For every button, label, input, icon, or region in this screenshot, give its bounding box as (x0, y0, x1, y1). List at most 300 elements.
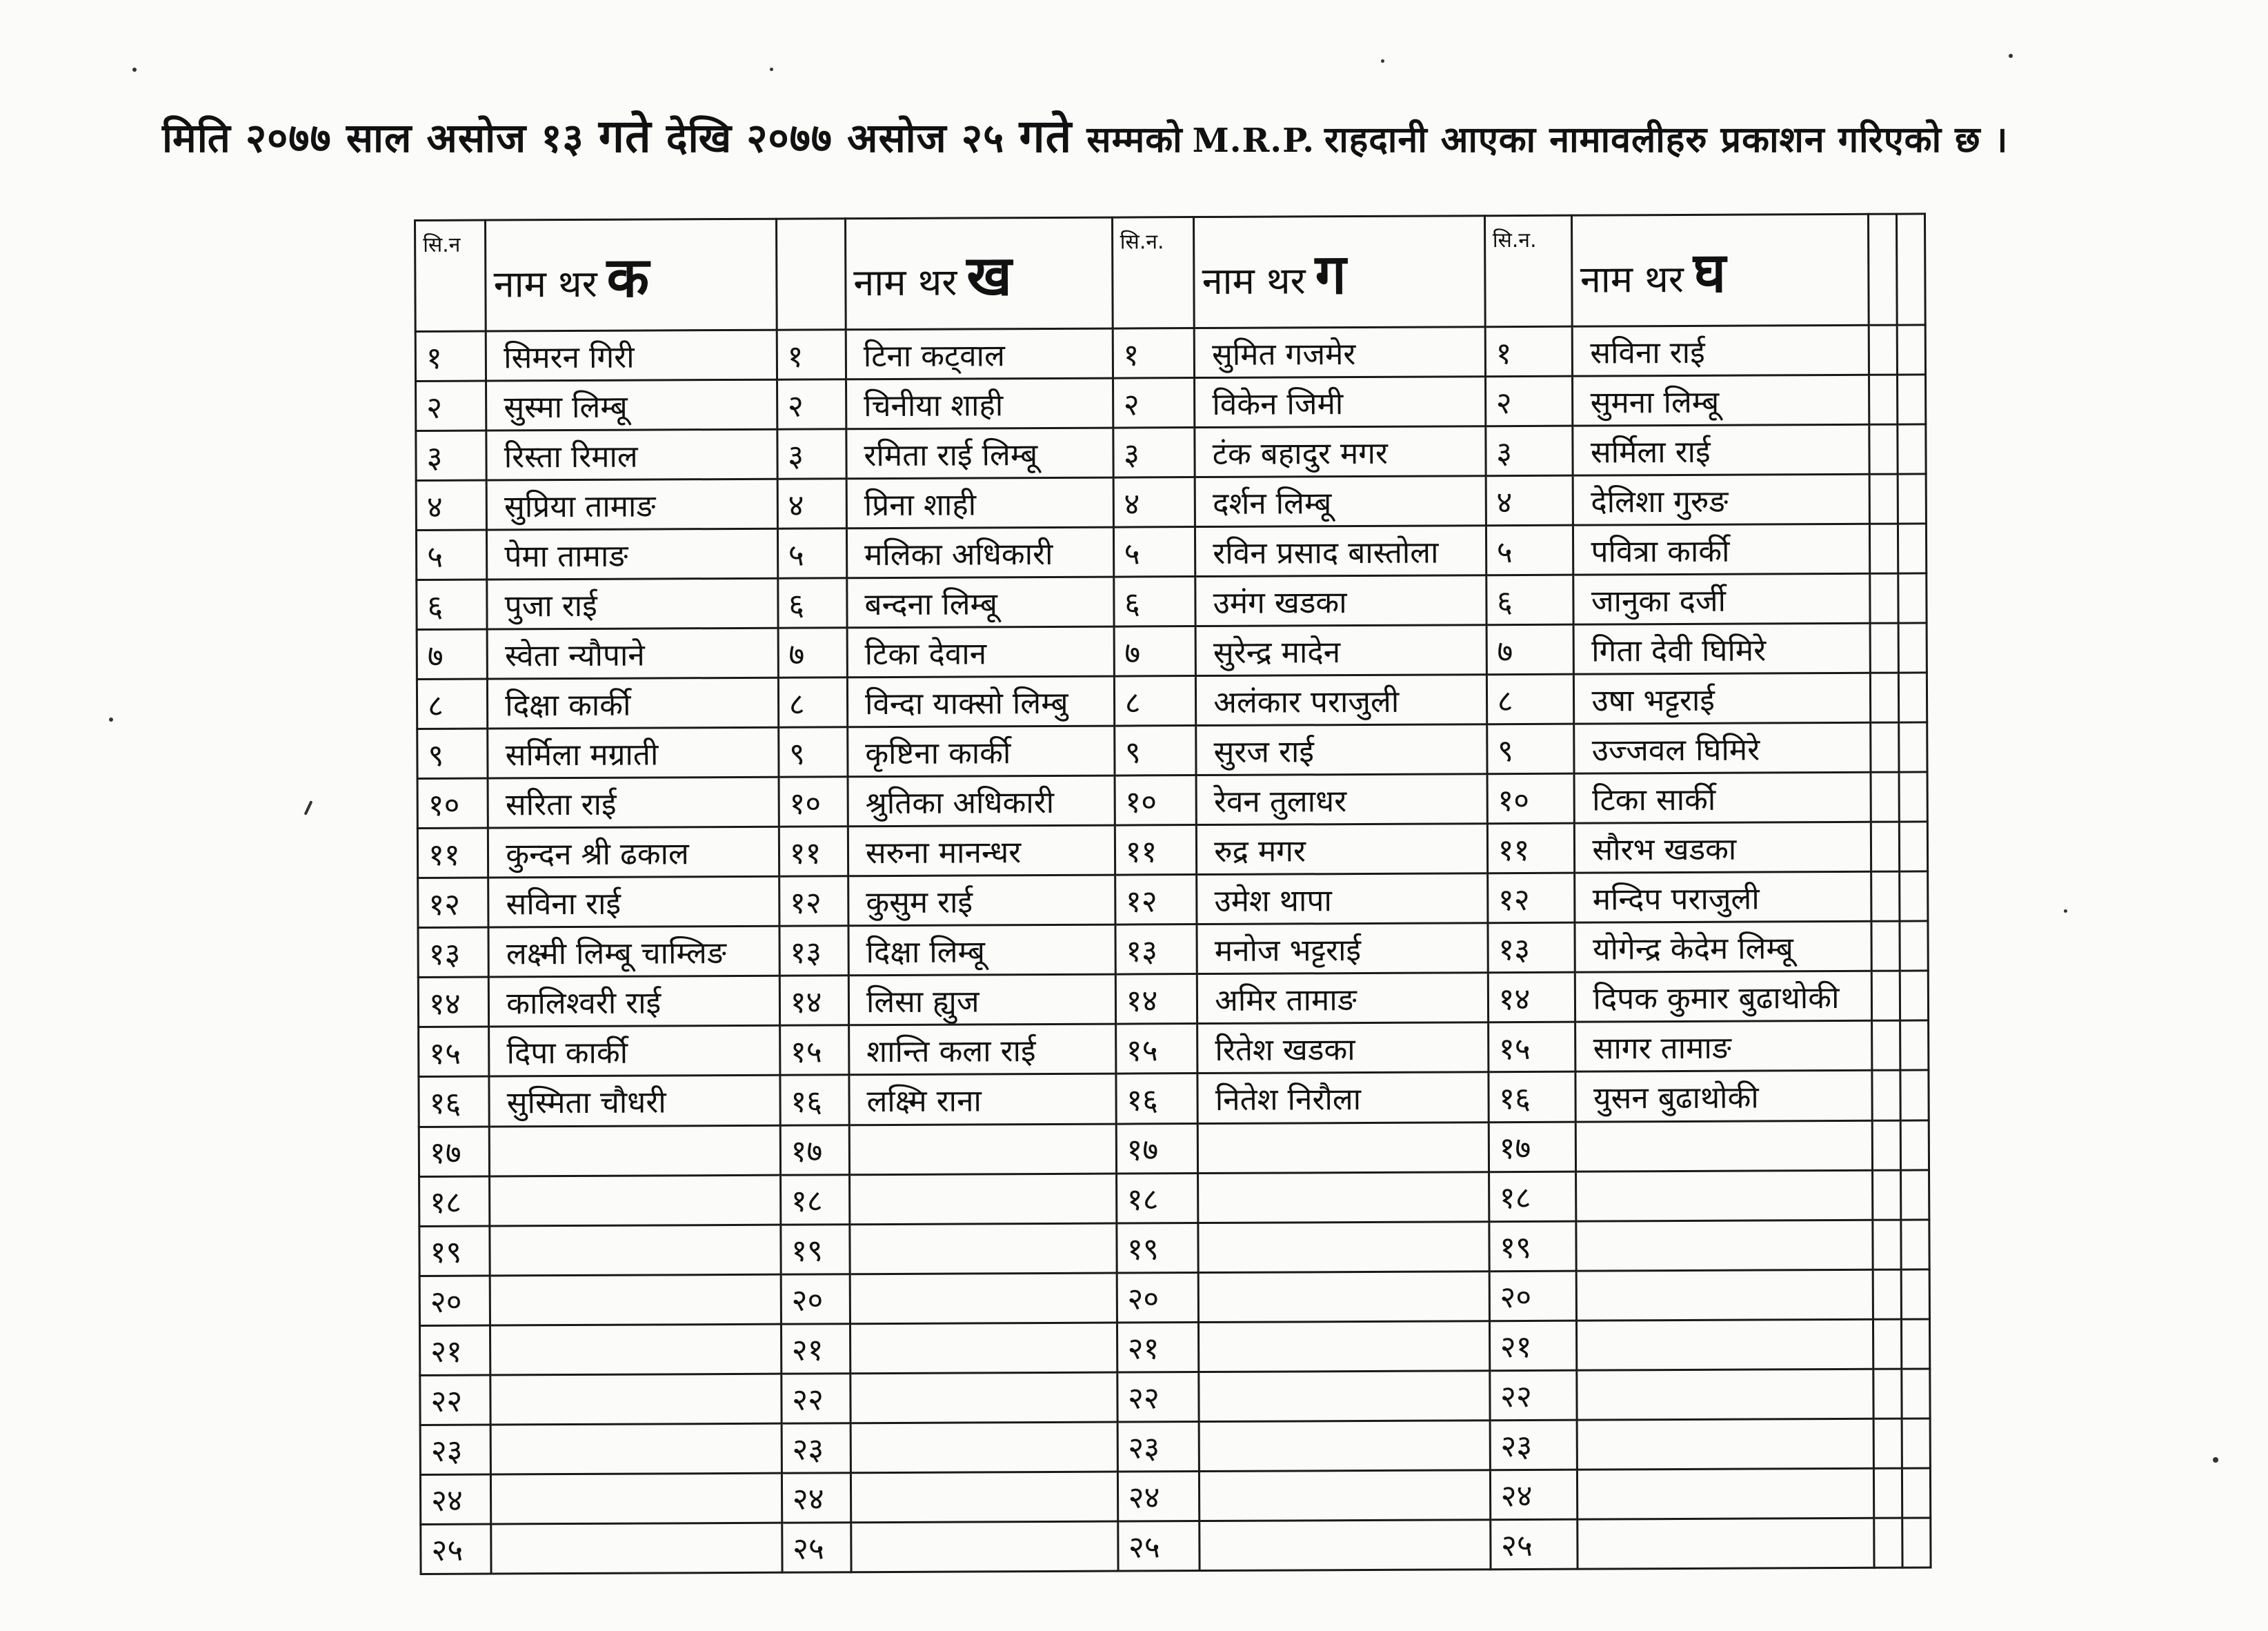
name-cell: दिक्षा लिम्बू (848, 925, 1115, 976)
serial-number-cell: २३ (1117, 1421, 1200, 1472)
serial-number-cell: २१ (419, 1325, 490, 1375)
serial-number-cell: २० (419, 1276, 490, 1325)
col-4-name-header (1572, 214, 1869, 326)
table-row (419, 1269, 1929, 1326)
serial-number-cell: १६ (419, 1077, 490, 1127)
serial-number-cell: ९ (417, 729, 488, 778)
extra-empty-cell (1900, 921, 1928, 971)
extra-empty-cell (1899, 722, 1927, 772)
name-cell (1198, 1221, 1489, 1272)
serial-number-cell: १८ (419, 1176, 490, 1226)
col-4-sn-header: सि.न. (1484, 215, 1573, 327)
name-cell: सर्मिला राई (1573, 424, 1869, 475)
col-1-name-header (486, 219, 777, 331)
name-cell: टंक बहादुर मगर (1195, 426, 1486, 477)
col-3-letter: ग (1315, 241, 1346, 306)
name-cell (1576, 1120, 1873, 1172)
serial-number-cell: २१ (1489, 1321, 1577, 1371)
table-row (419, 1169, 1929, 1226)
extra-empty-cell (1898, 623, 1927, 673)
heading-mrp: M.R.P. (1192, 121, 1315, 160)
serial-number-cell: ५ (416, 530, 487, 580)
name-cell: उषा भट्टराई (1574, 673, 1871, 724)
serial-number-cell: ९ (778, 727, 848, 777)
serial-number-cell: २३ (782, 1423, 851, 1472)
name-cell (850, 1273, 1117, 1324)
serial-number-cell: २० (781, 1274, 850, 1323)
col-1-letter: क (606, 245, 650, 310)
table-row (416, 474, 1926, 531)
name-cell (1198, 1172, 1489, 1223)
serial-number-cell: १२ (1487, 873, 1575, 924)
name-cell: विन्दा याक्सो लिम्बु (847, 676, 1114, 727)
name-cell (1200, 1470, 1491, 1521)
serial-number-cell: ४ (416, 480, 487, 530)
name-cell (490, 1274, 781, 1325)
serial-number-cell: २५ (1490, 1519, 1578, 1570)
serial-number-cell: १५ (1488, 1022, 1575, 1073)
serial-number-cell: २५ (1117, 1521, 1200, 1571)
name-cell: बन्दना लिम्बू (847, 577, 1114, 628)
extra-empty-cell (1873, 1220, 1901, 1269)
serial-number-cell: २ (1113, 378, 1195, 428)
serial-number-cell: २४ (782, 1472, 851, 1522)
name-cell: सुस्मिता चौधरी (489, 1076, 780, 1127)
table-row (417, 722, 1927, 779)
serial-number-cell: १२ (1115, 875, 1197, 925)
serial-number-cell: २२ (1489, 1370, 1577, 1421)
serial-number-cell: २ (777, 379, 846, 429)
name-cell: स्वेता न्यौपाने (487, 628, 778, 679)
table-row (417, 623, 1927, 680)
name-cell: सुमना लिम्बू (1573, 375, 1869, 426)
serial-number-cell: २१ (781, 1323, 850, 1373)
serial-number-cell: १८ (1116, 1173, 1198, 1223)
scan-speck (2213, 1457, 2218, 1463)
name-cell: उज्जवल घिमिरे (1574, 723, 1871, 774)
extra-empty-cell (1871, 971, 1900, 1021)
serial-number-cell: ११ (779, 827, 848, 876)
table-row (419, 1319, 1929, 1376)
serial-number-cell: १७ (1489, 1122, 1576, 1172)
name-cell: सुप्रिया तामाङ (486, 479, 777, 530)
serial-number-cell: २२ (782, 1373, 851, 1423)
extra-empty-cell (1870, 673, 1898, 722)
name-cell: सागर तामाङ (1575, 1021, 1872, 1072)
serial-number-cell: १० (417, 778, 488, 828)
name-cell (1578, 1419, 1874, 1470)
serial-number-cell: १४ (418, 977, 489, 1027)
serial-number-cell: ६ (777, 578, 847, 628)
serial-number-cell: १ (415, 331, 486, 381)
serial-number-cell: १७ (780, 1125, 850, 1174)
name-cell (490, 1175, 781, 1226)
serial-number-cell: ८ (417, 679, 488, 729)
extra-empty-cell (1873, 1468, 1902, 1518)
serial-number-cell: २२ (420, 1375, 491, 1425)
name-cell: नितेश निरौला (1197, 1072, 1489, 1123)
serial-number-cell: १६ (1489, 1072, 1576, 1123)
extra-empty-cell (1873, 1319, 1902, 1369)
name-cell (490, 1423, 782, 1474)
table-row (420, 1468, 1930, 1525)
name-cell: सौरभ खडका (1575, 822, 1871, 873)
name-cell: मलिका अधिकारी (846, 527, 1113, 578)
name-cell: रितेश खडका (1197, 1022, 1489, 1074)
name-cell (1199, 1370, 1490, 1421)
name-cell (1199, 1420, 1490, 1471)
serial-number-cell: १४ (1488, 973, 1575, 1023)
table-row (415, 325, 1925, 382)
name-cell (491, 1523, 782, 1574)
name-cell (850, 1422, 1117, 1473)
extra-empty-cell (1873, 1269, 1901, 1319)
serial-number-cell: ६ (417, 580, 488, 629)
col-2-letter: ख (966, 243, 1012, 308)
name-cell: पुजा राई (487, 578, 778, 629)
heading-part-3: देखि २०७७ असोज २५ (666, 115, 1005, 161)
name-cell (1197, 1122, 1489, 1173)
serial-number-cell: ९ (1114, 726, 1196, 776)
table-row (417, 822, 1927, 878)
name-cell: शान्ति कला राई (849, 1025, 1116, 1076)
name-cell: सुमित गजमेर (1194, 327, 1485, 378)
serial-number-cell: १४ (1115, 974, 1197, 1025)
name-cell: रिस्ता रिमाल (486, 429, 777, 480)
serial-number-cell: ७ (1114, 626, 1196, 677)
table-row (421, 1518, 1931, 1574)
name-cell (850, 1323, 1117, 1374)
serial-number-cell: १ (1485, 326, 1573, 377)
table-header-row (415, 214, 1926, 332)
heading-part-1: मिति २०७७ साल असोज १३ (162, 115, 584, 161)
serial-number-cell: ११ (417, 828, 488, 878)
extra-empty-cell (1870, 623, 1898, 673)
serial-number-cell: ५ (1486, 525, 1573, 575)
table-row (416, 524, 1926, 580)
serial-number-cell: ४ (1486, 475, 1573, 526)
name-cell: उमेश थापा (1197, 873, 1488, 925)
name-cell (850, 1223, 1117, 1274)
serial-number-cell: १३ (418, 927, 489, 977)
serial-number-cell: ४ (1113, 477, 1195, 528)
heading-part-4: गते (1019, 110, 1073, 163)
serial-number-cell: १८ (1489, 1172, 1576, 1222)
name-cell: दिपा कार्की (489, 1026, 780, 1077)
scan-speck (2064, 909, 2067, 913)
name-cell: सुरज राई (1196, 724, 1487, 775)
scan-speck (109, 718, 113, 722)
extra-empty-cell (1870, 524, 1898, 573)
serial-number-cell: २४ (1117, 1471, 1200, 1521)
serial-number-cell: २० (1489, 1271, 1577, 1321)
name-cell: सरुना मानन्धर (848, 825, 1115, 876)
serial-number-cell: १३ (1488, 923, 1575, 973)
table-row (419, 1219, 1929, 1276)
extra-empty-cell (1870, 573, 1898, 623)
col-1-sn-header: सि.न (415, 220, 486, 331)
name-cell: सविना राई (1573, 325, 1869, 376)
serial-number-cell: १६ (780, 1075, 850, 1125)
extra-empty-cell (1901, 1319, 1929, 1369)
name-cell: योगेन्द्र केदेम लिम्बू (1575, 922, 1871, 973)
extra-empty-cell (1874, 1518, 1902, 1568)
table-row (419, 1020, 1929, 1077)
table-row (416, 375, 1926, 431)
name-cell (1578, 1518, 1874, 1569)
serial-number-cell: ८ (778, 678, 848, 727)
serial-number-cell: ७ (778, 628, 848, 678)
table-body (415, 325, 1931, 1574)
serial-number-cell: १७ (1116, 1123, 1198, 1174)
name-cell: मनोज भट्टराई (1197, 923, 1488, 974)
name-cell: टिका देवान (847, 626, 1114, 678)
name-cell: चिनीया शाही (846, 378, 1113, 429)
extra-empty-cell (1902, 1468, 1930, 1518)
name-cell: युसन बुढाथोकी (1575, 1071, 1872, 1122)
name-cell: प्रिना शाही (846, 477, 1113, 528)
name-cell: दिक्षा कार्की (488, 678, 779, 729)
serial-number-cell: १२ (418, 878, 489, 927)
name-cell: रविन प्रसाद बास्तोला (1195, 526, 1486, 577)
serial-number-cell: १२ (779, 876, 848, 926)
name-cell (1199, 1321, 1490, 1372)
name-cell: पेमा तामाङ (487, 528, 778, 580)
name-cell (490, 1225, 781, 1276)
name-cell: सुस्मा लिम्बू (486, 379, 777, 431)
passport-list-table (414, 212, 1932, 1575)
serial-number-cell: १९ (1489, 1221, 1576, 1272)
extra-empty-cell (1869, 375, 1898, 424)
col-1-name-label: नाम थर (493, 261, 597, 306)
serial-number-cell: २५ (421, 1524, 492, 1574)
table-row (417, 673, 1927, 729)
scan-speck (2009, 54, 2013, 58)
name-cell: उमंग खडका (1195, 575, 1486, 626)
extra-empty-cell (1872, 1021, 1900, 1071)
serial-number-cell: १६ (1115, 1074, 1197, 1124)
table-row (417, 573, 1927, 630)
serial-number-cell: २५ (782, 1523, 851, 1573)
name-cell (1198, 1271, 1489, 1322)
serial-number-cell: ७ (417, 629, 488, 679)
col-2-name-header (845, 217, 1112, 330)
heading-part-5: सम्मको (1086, 119, 1183, 161)
extra-empty-cell (1900, 1070, 1929, 1120)
serial-number-cell: १० (1487, 773, 1575, 824)
scan-speck (304, 800, 313, 816)
serial-number-cell: १० (1115, 775, 1197, 826)
serial-number-cell: ८ (1114, 676, 1196, 726)
name-cell: कुसुम राई (848, 875, 1115, 926)
col-4-letter: घ (1693, 240, 1727, 305)
name-cell: विकेन जिमी (1195, 377, 1486, 428)
serial-number-cell: १९ (1116, 1223, 1198, 1273)
extra-empty-cell (1899, 822, 1927, 871)
serial-number-cell: ७ (1486, 624, 1574, 675)
extra-empty-cell (1872, 1071, 1900, 1120)
extra-empty-column (1869, 214, 1898, 325)
extra-empty-cell (1901, 1169, 1929, 1219)
extra-empty-cell (1900, 1120, 1929, 1169)
serial-number-cell: ४ (777, 479, 847, 528)
heading-part-6: राहदानी आएका नामावलीहरु प्रकाशन गरिएको छ । (1324, 119, 2009, 161)
name-cell: सविना राई (488, 877, 779, 928)
name-cell: सुरेन्द्र मादेन (1195, 625, 1486, 676)
serial-number-cell: ३ (1113, 428, 1195, 478)
name-cell: टिना कट्वाल (846, 328, 1113, 379)
extra-empty-cell (1871, 822, 1899, 871)
serial-number-cell: १५ (779, 1025, 849, 1075)
extra-empty-cell (1902, 1419, 1930, 1468)
name-cell (850, 1472, 1117, 1523)
name-cell (849, 1174, 1116, 1225)
name-cell (1576, 1170, 1873, 1221)
name-cell: रेवन तुलाधर (1196, 774, 1487, 825)
extra-empty-cell (1873, 1419, 1902, 1468)
name-cell (491, 1473, 782, 1524)
serial-number-cell: ११ (1487, 823, 1575, 873)
table-row (419, 1070, 1929, 1127)
table-row (418, 971, 1928, 1027)
extra-empty-cell (1873, 1170, 1901, 1220)
serial-number-cell: ५ (777, 528, 847, 578)
extra-empty-cell (1901, 1219, 1929, 1269)
name-cell: देलिशा गुरुङ (1573, 474, 1870, 525)
name-cell (1577, 1269, 1873, 1321)
extra-empty-column (1896, 214, 1925, 325)
extra-empty-cell (1901, 1269, 1929, 1319)
name-cell: रमिता राई लिम्बू (846, 428, 1113, 479)
extra-empty-cell (1871, 871, 1900, 921)
name-cell: रुद्र मगर (1197, 824, 1488, 875)
scan-speck (132, 68, 137, 72)
name-cell: पवित्रा कार्की (1573, 524, 1870, 575)
name-cell: श्रुतिका अधिकारी (848, 775, 1115, 827)
serial-number-cell: १८ (780, 1174, 850, 1224)
serial-number-cell: ६ (1113, 577, 1195, 627)
extra-empty-cell (1871, 722, 1899, 772)
col-3-name-header (1194, 216, 1485, 328)
serial-number-cell: ३ (777, 429, 847, 479)
serial-number-cell: १ (1113, 328, 1195, 379)
extra-empty-cell (1899, 772, 1927, 822)
heading-part-2: गते (598, 110, 652, 163)
name-cell: कृष्टिना कार्की (848, 726, 1115, 777)
name-cell (490, 1324, 782, 1375)
serial-number-cell: २ (1485, 376, 1573, 426)
serial-number-cell: ८ (1486, 674, 1574, 724)
table-row (420, 1419, 1930, 1475)
col-2-sn-header (776, 219, 846, 330)
table-row (416, 424, 1926, 481)
name-cell (1200, 1519, 1491, 1570)
name-cell: अलंकार पराजुली (1196, 675, 1487, 726)
name-cell: लक्ष्मि राना (849, 1074, 1116, 1125)
col-3-name-label: नाम थर (1202, 258, 1306, 303)
serial-number-cell: २३ (420, 1425, 491, 1474)
extra-empty-cell (1873, 1369, 1902, 1419)
name-cell: कालिश्वरी राई (489, 976, 780, 1027)
extra-empty-cell (1897, 375, 1925, 424)
serial-number-cell: १५ (1115, 1024, 1197, 1074)
table-row (417, 772, 1927, 829)
name-cell: अमिर तामाङ (1197, 973, 1489, 1024)
extra-empty-cell (1869, 424, 1898, 474)
serial-number-cell: ११ (1115, 825, 1197, 876)
extra-empty-cell (1902, 1518, 1931, 1568)
col-4-name-label: नाम थर (1580, 257, 1684, 302)
name-cell (849, 1124, 1116, 1175)
name-cell (490, 1374, 782, 1425)
serial-number-cell: २ (416, 381, 487, 431)
name-cell (851, 1521, 1118, 1572)
extra-empty-cell (1897, 325, 1925, 375)
name-cell (490, 1125, 781, 1176)
serial-number-cell: १९ (781, 1224, 850, 1274)
name-cell: सरिता राई (488, 777, 779, 828)
serial-number-cell: २४ (420, 1474, 491, 1524)
serial-number-cell: ३ (416, 431, 487, 480)
extra-empty-cell (1898, 573, 1927, 623)
table-row (418, 921, 1928, 978)
extra-empty-cell (1872, 1120, 1900, 1170)
extra-empty-cell (1869, 325, 1897, 375)
serial-number-cell: १ (777, 330, 846, 379)
scan-speck (770, 68, 773, 71)
serial-number-cell: १५ (419, 1027, 490, 1076)
table-row (419, 1120, 1929, 1176)
serial-number-cell: १० (779, 777, 848, 827)
serial-number-cell: २१ (1117, 1322, 1199, 1372)
serial-number-cell: १३ (779, 926, 849, 976)
serial-number-cell: २४ (1490, 1470, 1578, 1520)
name-cell: दिपक कुमार बुढाथोकी (1575, 971, 1872, 1022)
table-row (418, 871, 1928, 928)
extra-empty-cell (1871, 921, 1900, 971)
name-cell: टिका सार्की (1574, 773, 1871, 824)
serial-number-cell: ३ (1485, 426, 1573, 476)
name-cell: गिता देवी घिमिरे (1574, 623, 1871, 674)
serial-number-cell: २३ (1490, 1420, 1578, 1470)
name-cell: कुन्दन श्री ढकाल (488, 827, 779, 878)
scan-speck (1381, 59, 1384, 63)
serial-number-cell: १३ (1115, 925, 1197, 975)
name-cell: लक्ष्मी लिम्बू चाम्लिङ (488, 927, 779, 978)
name-cell (1578, 1468, 1874, 1519)
col-2-name-label: नाम थर (853, 260, 957, 304)
name-cell (1577, 1319, 1873, 1370)
name-cell (1577, 1369, 1873, 1420)
extra-empty-cell (1869, 474, 1898, 524)
extra-empty-cell (1898, 673, 1927, 722)
extra-empty-cell (1900, 971, 1928, 1020)
col-3-sn-header: सि.न. (1112, 217, 1194, 329)
serial-number-cell: ६ (1486, 575, 1573, 625)
serial-number-cell: २० (1117, 1272, 1199, 1323)
extra-empty-cell (1900, 871, 1928, 921)
page-heading (162, 103, 2204, 166)
name-cell: मन्दिप पराजुली (1575, 872, 1871, 923)
extra-empty-cell (1898, 524, 1926, 573)
serial-number-cell: १९ (419, 1226, 490, 1276)
serial-number-cell: २२ (1117, 1372, 1199, 1422)
extra-empty-cell (1871, 772, 1899, 822)
extra-empty-cell (1902, 1369, 1930, 1419)
name-cell (1576, 1220, 1873, 1271)
serial-number-cell: १४ (779, 976, 849, 1025)
extra-empty-cell (1898, 424, 1926, 474)
